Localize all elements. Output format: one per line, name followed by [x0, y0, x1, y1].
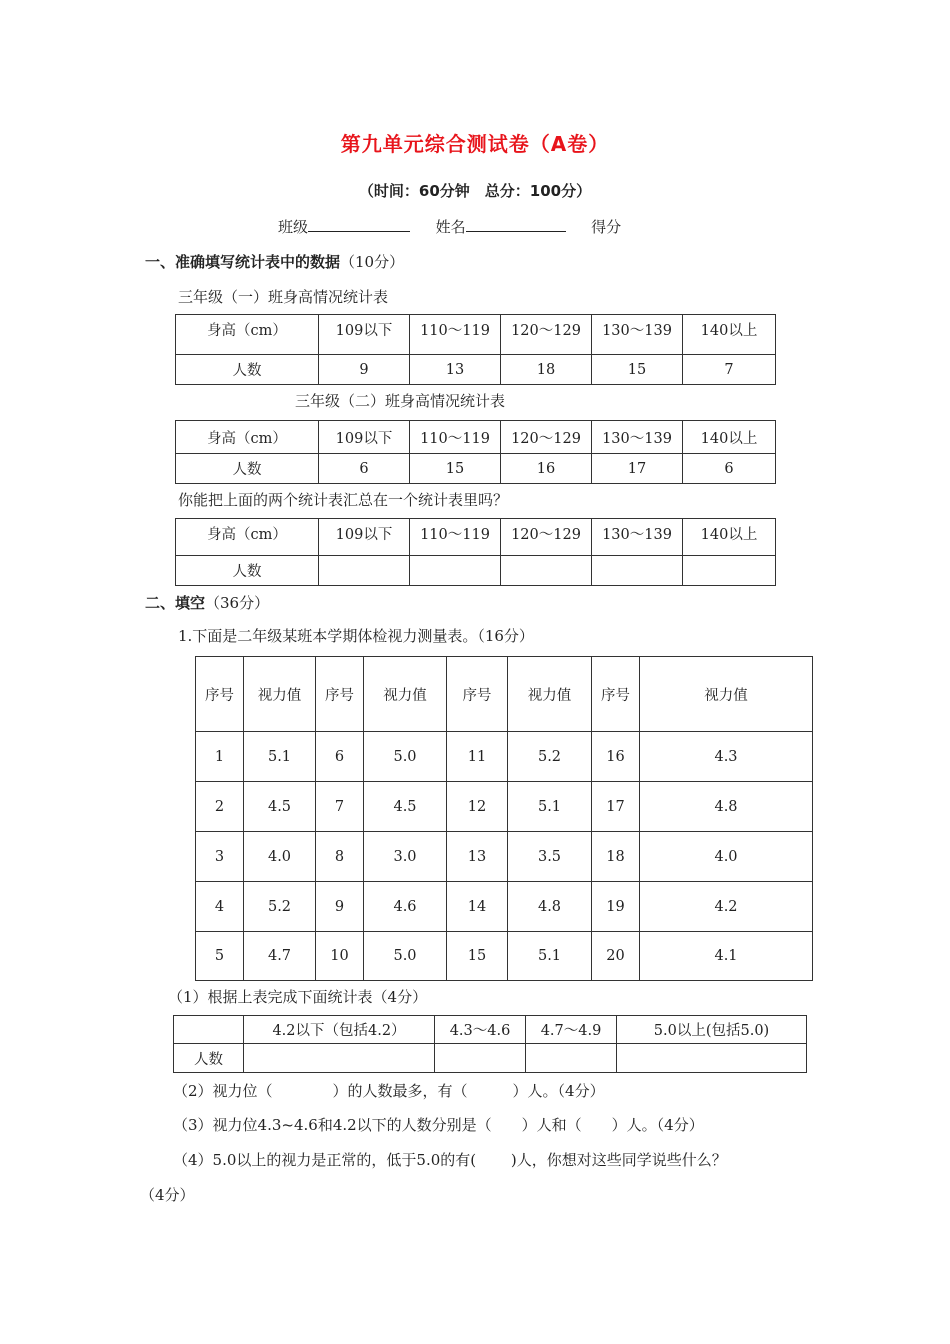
table-row — [196, 882, 813, 932]
row-label: 人数 — [176, 454, 319, 484]
section1-points: （10分） — [340, 253, 405, 271]
cell: 4.0 — [244, 832, 316, 882]
table2-caption: 三年级（二）班身高情况统计表 — [295, 392, 506, 410]
cell: 10 — [316, 932, 364, 981]
score-label: 得分 — [591, 218, 622, 236]
header-cell: 4.7～4.9 — [526, 1016, 617, 1044]
cell: 2 — [196, 782, 244, 832]
count-cell: 7 — [683, 355, 776, 385]
header-cell — [174, 1016, 244, 1044]
header-cell: 身高（cm） — [176, 421, 319, 454]
header-cell: 4.3～4.6 — [435, 1016, 526, 1044]
cell: 4.7 — [244, 932, 316, 981]
header-cell: 120～129 — [501, 421, 592, 454]
header-cell: 110～119 — [410, 421, 501, 454]
cell: 5.2 — [244, 882, 316, 932]
sub-question-2: （2）视力位（ ）的人数最多，有（ ）人。（4分） — [173, 1082, 605, 1100]
answer-cell[interactable] — [617, 1044, 807, 1073]
sub-question-4: （4）5.0以上的视力是正常的，低于5.0的有( )人，你想对这些同学说些什么？ — [173, 1151, 727, 1169]
combine-question: 你能把上面的两个统计表汇总在一个统计表里吗？ — [178, 491, 509, 509]
row-label: 人数 — [174, 1044, 244, 1073]
count-cell: 18 — [501, 355, 592, 385]
answer-cell[interactable] — [592, 556, 683, 586]
cell: 5.0 — [364, 932, 447, 981]
cell: 4.0 — [640, 832, 813, 882]
name-label: 姓名 — [435, 218, 466, 236]
cell: 6 — [316, 732, 364, 782]
header-cell: 130～139 — [592, 519, 683, 556]
student-info-line — [278, 216, 621, 237]
header-cell: 120～129 — [501, 519, 592, 556]
cell: 5.1 — [244, 732, 316, 782]
class-label: 班级 — [278, 218, 309, 236]
cell: 20 — [592, 932, 640, 981]
row-label: 人数 — [176, 355, 319, 385]
cell: 4.5 — [244, 782, 316, 832]
header-cell: 身高（cm） — [176, 519, 319, 556]
cell: 17 — [592, 782, 640, 832]
cell: 5.1 — [508, 932, 592, 981]
section1-heading — [145, 251, 404, 272]
vision-summary-table — [173, 1015, 807, 1073]
answer-cell[interactable] — [526, 1044, 617, 1073]
count-cell: 13 — [410, 355, 501, 385]
answer-cell[interactable] — [435, 1044, 526, 1073]
cell: 5 — [196, 932, 244, 981]
sub-question-1: （1）根据上表完成下面统计表（4分） — [168, 988, 428, 1006]
count-cell: 6 — [683, 454, 776, 484]
cell: 3.0 — [364, 832, 447, 882]
cell: 18 — [592, 832, 640, 882]
header-cell: 序号 — [316, 657, 364, 732]
cell: 14 — [447, 882, 508, 932]
cell: 4.6 — [364, 882, 447, 932]
answer-cell[interactable] — [501, 556, 592, 586]
header-cell: 130～139 — [592, 421, 683, 454]
cell: 11 — [447, 732, 508, 782]
cell: 4.8 — [640, 782, 813, 832]
cell: 5.2 — [508, 732, 592, 782]
header-cell: 身高（cm） — [176, 315, 319, 355]
count-cell: 17 — [592, 454, 683, 484]
class1-height-table — [175, 314, 776, 385]
name-blank[interactable] — [466, 217, 566, 232]
class2-height-table — [175, 420, 776, 484]
cell: 13 — [447, 832, 508, 882]
header-cell: 109以下 — [319, 315, 410, 355]
header-cell: 序号 — [196, 657, 244, 732]
cell: 7 — [316, 782, 364, 832]
answer-cell[interactable] — [244, 1044, 435, 1073]
count-cell: 15 — [410, 454, 501, 484]
count-cell: 15 — [592, 355, 683, 385]
header-cell: 视力值 — [244, 657, 316, 732]
count-cell: 9 — [319, 355, 410, 385]
header-cell: 140以上 — [683, 315, 776, 355]
page-title: 第九单元综合测试卷（A卷） — [340, 132, 610, 156]
cell: 3.5 — [508, 832, 592, 882]
header-cell: 109以下 — [319, 421, 410, 454]
table-row — [196, 782, 813, 832]
header-cell: 5.0以上(包括5.0) — [617, 1016, 807, 1044]
count-cell: 6 — [319, 454, 410, 484]
q1-text: 1.下面是二年级某班本学期体检视力测量表。（16分） — [178, 627, 534, 645]
sub-question-3: （3）视力位4.3~4.6和4.2以下的人数分别是（ ）人和（ ）人。（4分） — [173, 1116, 704, 1134]
cell: 5.1 — [508, 782, 592, 832]
answer-cell[interactable] — [319, 556, 410, 586]
answer-cell[interactable] — [410, 556, 501, 586]
header-cell: 130～139 — [592, 315, 683, 355]
cell: 12 — [447, 782, 508, 832]
cell: 15 — [447, 932, 508, 981]
cell: 9 — [316, 882, 364, 932]
section2-heading — [145, 592, 269, 613]
cell: 4.3 — [640, 732, 813, 782]
cell: 4.2 — [640, 882, 813, 932]
sub-question-4-points: （4分） — [140, 1186, 195, 1204]
cell: 1 — [196, 732, 244, 782]
cell: 4 — [196, 882, 244, 932]
cell: 4.5 — [364, 782, 447, 832]
header-cell: 140以上 — [683, 519, 776, 556]
section1-title: 一、准确填写统计表中的数据 — [145, 253, 341, 271]
cell: 8 — [316, 832, 364, 882]
header-cell: 120～129 — [501, 315, 592, 355]
header-cell: 序号 — [447, 657, 508, 732]
cell: 16 — [592, 732, 640, 782]
header-cell: 4.2以下（包括4.2） — [244, 1016, 435, 1044]
exam-time-score: （时间：60分钟 总分：100分） — [358, 182, 592, 200]
table-row — [196, 832, 813, 882]
header-cell: 110～119 — [410, 519, 501, 556]
table1-caption: 三年级（一）班身高情况统计表 — [178, 288, 389, 306]
cell: 5.0 — [364, 732, 447, 782]
header-cell: 序号 — [592, 657, 640, 732]
cell: 4.1 — [640, 932, 813, 981]
section2-points: （36分） — [205, 594, 270, 612]
cell: 3 — [196, 832, 244, 882]
header-cell: 视力值 — [640, 657, 813, 732]
header-cell: 110～119 — [410, 315, 501, 355]
cell: 19 — [592, 882, 640, 932]
class-blank[interactable] — [308, 217, 410, 232]
header-cell: 109以下 — [319, 519, 410, 556]
table-row — [196, 732, 813, 782]
row-label: 人数 — [176, 556, 319, 586]
cell: 4.8 — [508, 882, 592, 932]
header-cell: 视力值 — [508, 657, 592, 732]
header-cell: 140以上 — [683, 421, 776, 454]
vision-table — [195, 656, 813, 981]
combined-height-table — [175, 518, 776, 586]
header-cell: 视力值 — [364, 657, 447, 732]
answer-cell[interactable] — [683, 556, 776, 586]
section2-title: 二、填空 — [145, 594, 206, 612]
count-cell: 16 — [501, 454, 592, 484]
table-row — [196, 932, 813, 981]
